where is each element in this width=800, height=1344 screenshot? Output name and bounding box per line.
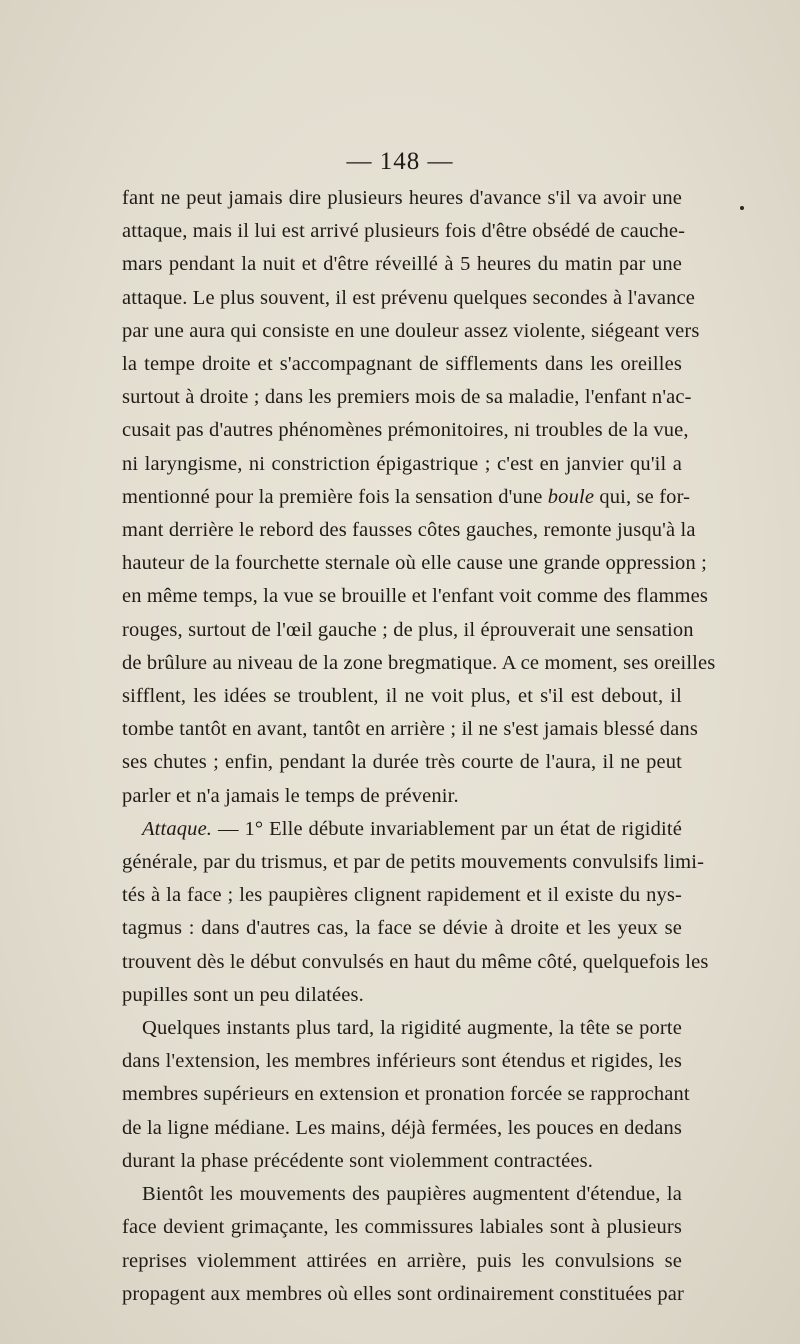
line-text: de brûlure au niveau de la zone bregmatique. A ce moment, ses oreilles bbox=[122, 651, 716, 674]
line-text: ni laryngisme, ni constriction épigastrique ; c'est en janvier qu'il a bbox=[122, 452, 682, 475]
text-line bbox=[122, 813, 682, 846]
line-text: mant derrière le rebord des fausses côtes gauches, remonte jusqu'à la bbox=[122, 519, 696, 542]
line-text: Quelques instants plus tard, la rigidité augmente, la tête se porte bbox=[142, 1017, 682, 1040]
text-line bbox=[122, 514, 696, 547]
text-line bbox=[122, 647, 716, 680]
text-line bbox=[122, 780, 682, 813]
line-text: qui, se for- bbox=[594, 485, 691, 508]
line-text: cusait pas d'autres phénomènes prémonitoires, ni troubles de la vue, bbox=[122, 419, 689, 442]
body-text bbox=[122, 182, 716, 1311]
line-text: — 1° Elle débute invariablement par un état de rigidité bbox=[212, 817, 682, 840]
text-line bbox=[122, 348, 682, 381]
text-line bbox=[122, 315, 700, 348]
line-text: hauteur de la fourchette sternale où elle cause une grande oppression ; bbox=[122, 552, 707, 575]
text-line bbox=[122, 215, 686, 248]
line-text: pupilles sont un peu dilatées. bbox=[122, 983, 364, 1006]
text-line bbox=[122, 946, 709, 979]
line-text: dans l'extension, les membres inférieurs sont étendus et rigides, les bbox=[122, 1050, 682, 1073]
text-line bbox=[122, 746, 682, 779]
text-line bbox=[122, 713, 698, 746]
text-line bbox=[122, 414, 689, 447]
text-line bbox=[122, 979, 682, 1012]
line-text: parler et n'a jamais le temps de prévenir. bbox=[122, 784, 459, 807]
line-text: propagent aux membres où elles sont ordinairement constituées par bbox=[122, 1282, 684, 1305]
text-line bbox=[122, 282, 696, 315]
line-text: surtout à droite ; dans les premiers mois de sa maladie, l'enfant n'ac- bbox=[122, 386, 692, 409]
line-text: tés à la face ; les paupières clignent rapidement et il existe du nys- bbox=[122, 884, 682, 907]
text-line bbox=[122, 879, 682, 912]
text-line bbox=[122, 248, 682, 281]
text-line bbox=[122, 1211, 682, 1244]
line-text: membres supérieurs en extension et pronation forcée se rapprochant bbox=[122, 1083, 690, 1106]
text-line bbox=[122, 1112, 682, 1145]
text-line bbox=[122, 580, 709, 613]
text-line bbox=[122, 1078, 690, 1111]
line-text: la tempe droite et s'accompagnant de sifflements dans les oreilles bbox=[122, 353, 682, 376]
line-text: mentionné pour la première fois la sensation d'une bbox=[122, 485, 548, 508]
text-line bbox=[122, 1012, 682, 1045]
text-line bbox=[122, 912, 682, 945]
italic-text: Attaque. bbox=[142, 817, 213, 840]
line-text: par une aura qui consiste en une douleur assez violente, siégeant vers bbox=[122, 319, 700, 342]
line-text: durant la phase précédente sont violemment contractées. bbox=[122, 1149, 594, 1172]
line-text: rouges, surtout de l'œil gauche ; de plus, il éprouverait une sensation bbox=[122, 618, 694, 641]
text-line bbox=[122, 448, 682, 481]
line-text: Bientôt les mouvements des paupières augmentent d'étendue, la bbox=[142, 1183, 682, 1206]
line-text: sifflent, les idées se troublent, il ne voit plus, et s'il est debout, il bbox=[122, 685, 682, 708]
line-text: tagmus : dans d'autres cas, la face se dévie à droite et les yeux se bbox=[122, 917, 682, 940]
text-line bbox=[122, 614, 694, 647]
line-text: mars pendant la nuit et d'être réveillé à 5 heures du matin par une bbox=[122, 253, 682, 276]
line-text: face devient grimaçante, les commissures labiales sont à plusieurs bbox=[122, 1216, 682, 1239]
text-line bbox=[122, 1178, 682, 1211]
line-text: de la ligne médiane. Les mains, déjà fermées, les pouces en dedans bbox=[122, 1116, 682, 1139]
line-text: tombe tantôt en avant, tantôt en arrière ; il ne s'est jamais blessé dans bbox=[122, 718, 698, 741]
text-line bbox=[122, 1278, 682, 1311]
text-line bbox=[122, 1245, 682, 1278]
text-line bbox=[122, 680, 682, 713]
text-line bbox=[122, 1045, 682, 1078]
text-line bbox=[122, 182, 682, 215]
print-speck bbox=[740, 206, 744, 210]
line-text: fant ne peut jamais dire plusieurs heures d'avance s'il va avoir une bbox=[122, 187, 682, 209]
text-line bbox=[122, 547, 707, 580]
text-line bbox=[122, 481, 691, 514]
line-text: trouvent dès le début convulsés en haut du même côté, quelquefois les bbox=[122, 950, 709, 973]
italic-text: boule bbox=[547, 485, 595, 508]
page-number: — 148 — bbox=[346, 148, 454, 175]
line-text: reprises violemment attirées en arrière, puis les convulsions se bbox=[122, 1249, 682, 1272]
line-text: attaque. Le plus souvent, il est prévenu quelques secondes à l'avance bbox=[122, 286, 696, 309]
text-line bbox=[122, 381, 692, 414]
text-line bbox=[122, 846, 705, 879]
text-line bbox=[122, 1145, 682, 1178]
line-text: en même temps, la vue se brouille et l'enfant voit comme des flammes bbox=[122, 585, 709, 608]
line-text: ses chutes ; enfin, pendant la durée très courte de l'aura, il ne peut bbox=[122, 751, 682, 774]
line-text: attaque, mais il lui est arrivé plusieurs fois d'être obsédé de cauche- bbox=[122, 220, 686, 243]
line-text: générale, par du trismus, et par de petits mouvements convulsifs limi- bbox=[122, 851, 705, 874]
